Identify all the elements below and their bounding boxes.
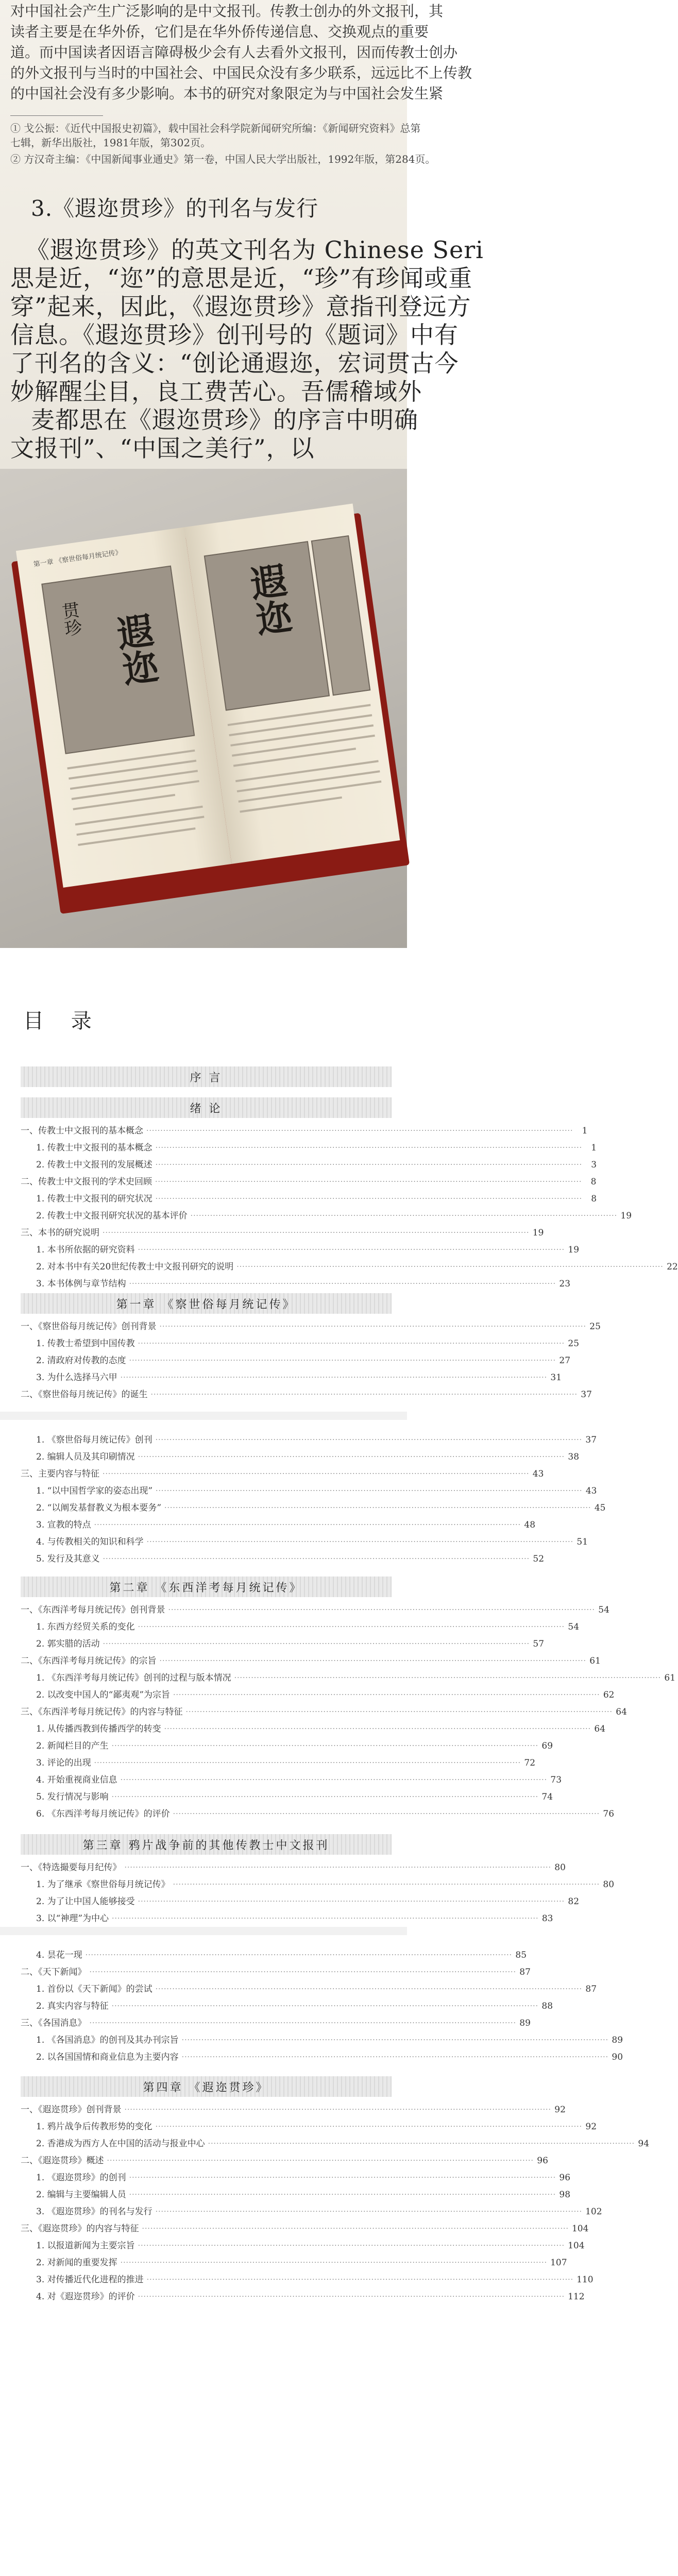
toc-entry-title: 1. 传教士中文报刊的研究状况: [36, 1194, 152, 1204]
toc-page-number: 80: [603, 1879, 615, 1890]
toc-leader-dots: [90, 1964, 516, 1980]
toc-entry-title: 3. 本书体例与章节结构: [36, 1279, 126, 1289]
toc-entry-title: 5. 发行及其意义: [36, 1554, 100, 1564]
plate-title: 遐迩: [109, 611, 162, 688]
newspaper-plate-left: [41, 566, 195, 754]
toc-entry: [36, 1276, 571, 1292]
toc-leader-dots: [156, 1432, 582, 1448]
toc-page-number: 83: [541, 1913, 553, 1924]
toc-entry: [36, 2272, 594, 2287]
toc-entry-title: 二、《察世俗每月统记传》的诞生: [21, 1389, 148, 1400]
toc-band-chapter-3: 第三章 鸦片战争前的其他传教士中文报刊: [21, 1834, 392, 1855]
toc-page-number: 23: [559, 1279, 571, 1289]
toc-entry-title: 4. 与传教相关的知识和科学: [36, 1537, 144, 1547]
toc-leader-dots: [156, 1157, 582, 1173]
toc-leader-dots: [121, 1772, 547, 1788]
toc-entry: [36, 1789, 553, 1805]
toc-page-number: 102: [585, 2207, 602, 2217]
toc-entry: [36, 2238, 585, 2253]
toc-title: 目 录: [23, 1009, 102, 1033]
toc-band-chapter-1: 第一章 《察世俗每月统记传》: [21, 1293, 392, 1314]
toc-page-number: 19: [568, 1245, 580, 1255]
toc-page-number: 54: [598, 1605, 609, 1615]
toc-page-number: 57: [533, 1639, 545, 1649]
toc-entry: [36, 2032, 623, 2048]
toc-leader-dots: [138, 1619, 565, 1635]
page-caption: 第一章 《察世俗每月统记传》: [32, 548, 123, 569]
body-line: 麦都思在《遐迩贯珍》的序言中明确: [31, 406, 418, 434]
toc-page-number: 22: [667, 1262, 678, 1272]
toc-page-number: 37: [585, 1435, 597, 1445]
toc-band-intro: 绪 论: [21, 1097, 392, 1118]
toc-band-chapter-4: 第四章 《遐迩贯珍》: [21, 2076, 392, 2097]
open-book-photo: [0, 469, 407, 948]
toc-leader-dots: [164, 1500, 591, 1516]
toc-entry: [21, 1653, 601, 1669]
toc-entry: [21, 2153, 548, 2168]
toc-entry-title: 二、《天下新闻》: [21, 1967, 87, 1977]
text-line: [239, 781, 382, 803]
toc-leader-dots: [236, 1259, 663, 1275]
text-line: [237, 770, 380, 792]
toc-page-number: 92: [554, 2105, 566, 2115]
toc-entry-title: 1. 鸦片战争后传教形势的变化: [36, 2122, 152, 2132]
toc-page-number: 92: [585, 2122, 597, 2132]
toc-entry: [36, 2255, 567, 2270]
toc-page-number: 51: [577, 1537, 588, 1547]
toc-leader-dots: [160, 1653, 586, 1669]
toc-leader-dots: [90, 2015, 516, 2031]
toc-leader-dots: [103, 1551, 530, 1567]
toc-page-number: 62: [603, 1690, 615, 1700]
toc-entry: [21, 1174, 597, 1190]
toc-page-number: 69: [541, 1741, 553, 1751]
plate-title: 贯珍: [57, 600, 83, 638]
toc-entry: [21, 1860, 566, 1875]
toc-entry: [36, 1157, 597, 1173]
text-line: [233, 748, 356, 767]
toc-leader-dots: [121, 2255, 547, 2270]
table-of-contents: [0, 948, 678, 2576]
toc-leader-dots: [103, 1466, 529, 1482]
toc-leader-dots: [156, 1981, 582, 1997]
toc-leader-dots: [112, 1789, 538, 1805]
toc-entry: [36, 1534, 588, 1550]
toc-leader-dots: [182, 2049, 608, 2065]
toc-leader-dots: [156, 2119, 582, 2134]
toc-leader-dots: [191, 1208, 617, 1224]
toc-leader-dots: [186, 1704, 613, 1720]
toc-page-number: 94: [638, 2139, 650, 2149]
toc-page-number: 1: [591, 1143, 597, 1153]
body-line: 文报刊”、“中国之美行”，以: [10, 434, 315, 462]
toc-page-number: 52: [533, 1554, 545, 1564]
toc-entry-title: 1. 东西方经贸关系的变化: [36, 1622, 135, 1632]
toc-entry-title: 1. 《遐迩贯珍》的创刊: [36, 2173, 126, 2183]
toc-entry-title: 2. 以各国国情和商业信息为主要内容: [36, 2052, 179, 2062]
toc-entry-title: 1. 本书所依据的研究资料: [36, 1245, 135, 1255]
toc-page-number: 8: [591, 1194, 597, 1204]
toc-leader-dots: [138, 1449, 565, 1465]
toc-entry: [21, 1225, 544, 1241]
toc-entry-title: 1. 《东西洋考每月统记传》创刊的过程与版本情况: [36, 1673, 231, 1683]
toc-entry: [36, 1517, 536, 1533]
toc-entry-title: 二、《遐迩贯珍》概述: [21, 2156, 104, 2166]
toc-entry-title: 2. “以阐发基督教义为根本要务”: [36, 1503, 162, 1513]
toc-entry: [21, 1602, 609, 1618]
toc-leader-dots: [160, 1319, 586, 1334]
toc-entry-title: 2. 对本书中有关20世纪传教士中文报刊研究的说明: [36, 1262, 234, 1272]
toc-entry: [21, 1319, 601, 1334]
toc-page-number: 61: [589, 1656, 601, 1666]
toc-page-number: 37: [581, 1389, 592, 1400]
toc-leader-dots: [94, 1517, 521, 1533]
toc-page-number: 38: [568, 1452, 580, 1462]
toc-entry-title: 二、《东西洋考每月统记传》的宗旨: [21, 1656, 157, 1666]
section-heading: 3.《遐迩贯珍》的刊名与发行: [31, 196, 319, 221]
toc-leader-dots: [138, 2238, 565, 2253]
toc-entry: [36, 1551, 545, 1567]
text-line: [72, 780, 199, 800]
toc-entry: [36, 1998, 553, 2014]
toc-entry-title: 二、传教士中文报刊的学术史回顾: [21, 1177, 152, 1187]
footnote-divider: [10, 115, 103, 116]
toc-entry: [36, 1877, 615, 1892]
toc-entry-title: 2. 以改变中国人的“鄙夷观”为宗旨: [36, 1690, 171, 1700]
toc-entry: [36, 1636, 545, 1652]
toc-page-number: 88: [541, 2001, 553, 2011]
toc-entry: [36, 2119, 597, 2134]
toc-entry-title: 三、《遐迩贯珍》的内容与特征: [21, 2224, 139, 2234]
toc-entry-title: 一、《东西洋考每月统记传》创刊背景: [21, 1605, 165, 1615]
section-gap: [0, 1412, 407, 1420]
toc-entry: [36, 2170, 571, 2185]
toc-leader-dots: [138, 2289, 565, 2304]
toc-entry-title: 三、主要内容与特征: [21, 1469, 99, 1479]
toc-leader-dots: [234, 1670, 661, 1686]
toc-entry-title: 2. 新闻栏目的产生: [36, 1741, 109, 1751]
toc-leader-dots: [129, 1353, 556, 1368]
toc-entry: [36, 1687, 615, 1703]
toc-page-number: 8: [590, 1177, 597, 1187]
text-line: [70, 770, 198, 790]
toc-leader-dots: [112, 1911, 538, 1926]
toc-leader-dots: [125, 2102, 551, 2117]
toc-leader-dots: [168, 1602, 595, 1618]
toc-entry-title: 3. 《遐迩贯珍》的刊名与发行: [36, 2207, 152, 2217]
toc-entry: [36, 2204, 602, 2219]
toc-leader-dots: [112, 1738, 538, 1754]
text-line: [229, 714, 372, 736]
toc-entry: [21, 1123, 588, 1139]
text-line: [67, 750, 195, 770]
toc-page-number: 27: [559, 1355, 571, 1366]
toc-leader-dots: [173, 1806, 600, 1822]
toc-entry-title: 1. 首份以《天下新闻》的尝试: [36, 1984, 152, 1994]
toc-entry: [36, 1483, 597, 1499]
toc-leader-dots: [94, 1755, 521, 1771]
toc-entry-title: 1. 为了继承《察世俗每月统记传》: [36, 1879, 170, 1890]
footnote: 七辑，新华出版社，1981年版，第302页。: [10, 137, 211, 149]
toc-entry-title: 2. 传教士中文报刊研究状况的基本评价: [36, 1211, 188, 1221]
toc-entry: [36, 1140, 597, 1156]
text-line: [76, 816, 204, 836]
toc-entry: [36, 1772, 562, 1788]
toc-page-number: 45: [594, 1503, 606, 1513]
toc-entry-title: 3. 宣教的特点: [36, 1520, 91, 1530]
text-line: [230, 724, 374, 747]
book-text-closeup: [0, 0, 484, 469]
toc-page-number: 96: [537, 2156, 548, 2166]
toc-entry: [21, 1704, 627, 1720]
toc-page-number: 90: [612, 2052, 623, 2062]
toc-entry: [36, 1500, 606, 1516]
toc-entry: [21, 1466, 544, 1482]
footnote: ② 方汉奇主编：《中国新闻事业通史》第一卷，中国人民大学出版社，1992年版，第284页。: [10, 153, 436, 165]
toc-entry: [36, 1259, 678, 1275]
toc-entry-title: 4. 昙花一现: [36, 1950, 82, 1960]
toc-entry-title: 1. 从传播西教到传播西学的转变: [36, 1724, 161, 1734]
toc-leader-dots: [129, 1276, 556, 1292]
toc-page-number: 74: [541, 1792, 553, 1802]
toc-page-number: 25: [589, 1321, 601, 1332]
toc-leader-dots: [103, 1225, 529, 1241]
toc-entry-title: 1. 《各国消息》的创刊及其办刊宗旨: [36, 2035, 179, 2045]
toc-page-number: 19: [620, 1211, 632, 1221]
toc-leader-dots: [107, 2153, 534, 2168]
toc-entry: [36, 1806, 615, 1822]
toc-page-number: 61: [664, 1673, 676, 1683]
excerpt-line: 读者主要是在华外侨，它们是在华外侨传递信息、交换观点的重要: [10, 23, 429, 40]
body-line: 思是近，“迩”的意思是近，“珍”有珍闻或重: [10, 264, 473, 292]
toc-entry-title: 2. 郭实腊的活动: [36, 1639, 100, 1649]
toc-page-number: 82: [568, 1896, 580, 1907]
toc-entry-title: 1. 传教士中文报刊的基本概念: [36, 1143, 152, 1153]
toc-leader-dots: [138, 1336, 565, 1351]
toc-entry-title: 2. 香港成为西方人在中国的活动与报业中心: [36, 2139, 205, 2149]
toc-page-number: 110: [577, 2275, 594, 2285]
toc-leader-dots: [182, 2032, 608, 2048]
toc-leader-dots: [156, 1191, 582, 1207]
toc-entry: [36, 2049, 623, 2065]
toc-page-number: 96: [559, 2173, 571, 2183]
body-line: 信息。《遐迩贯珍》创刊号的《题词》中有: [10, 321, 459, 349]
toc-entry-title: 2. 真实内容与特征: [36, 2001, 109, 2011]
toc-entry: [36, 1353, 571, 1368]
toc-leader-dots: [86, 1947, 512, 1963]
toc-page-number: 85: [515, 1950, 527, 1960]
toc-entry: [36, 1947, 527, 1963]
toc-band-preface: 序 言: [21, 1066, 392, 1087]
toc-entry: [36, 2136, 650, 2151]
toc-leader-dots: [112, 1998, 538, 2014]
toc-entry: [21, 2221, 589, 2236]
toc-entry-title: 2. 传教士中文报刊的发展概述: [36, 1160, 152, 1170]
toc-page-number: 64: [616, 1707, 627, 1717]
toc-entry-title: 三、《东西洋考每月统记传》的内容与特征: [21, 1707, 183, 1717]
toc-entry-title: 三、《各国消息》: [21, 2018, 87, 2028]
toc-entry-title: 1. 以报道新闻为主要宗旨: [36, 2241, 135, 2251]
toc-leader-dots: [173, 1877, 600, 1892]
toc-page-number: 25: [568, 1338, 580, 1349]
toc-page-number: 1: [582, 1126, 588, 1136]
toc-entry: [21, 2102, 566, 2117]
toc-page-number: 73: [550, 1775, 562, 1785]
toc-entry: [36, 1981, 597, 1997]
toc-leader-dots: [147, 2272, 573, 2287]
toc-page-number: 54: [568, 1622, 580, 1632]
toc-entry: [36, 2187, 571, 2202]
toc-entry: [36, 1370, 562, 1385]
section-gap: [0, 1927, 407, 1935]
toc-leader-dots: [147, 1534, 573, 1550]
excerpt-line: 的中国社会没有多少影响。本书的研究对象限定为与中国社会发生紧: [10, 85, 444, 102]
toc-leader-dots: [146, 1123, 573, 1139]
toc-leader-dots: [103, 1636, 530, 1652]
toc-entry-title: 3. 评论的出现: [36, 1758, 91, 1768]
toc-page-number: 87: [519, 1967, 531, 1977]
toc-entry: [21, 1387, 592, 1402]
toc-page-number: 72: [524, 1758, 536, 1768]
body-line: 妙解醒尘目，良工费苦心。吾儒稽域外: [10, 378, 422, 405]
toc-entry: [36, 1755, 536, 1771]
excerpt-line: 对中国社会产生广泛影响的是中文报刊。传教士创办的外文报刊，其: [10, 3, 444, 20]
toc-page-number: 104: [571, 2224, 589, 2234]
toc-entry: [21, 1964, 531, 1980]
toc-entry: [36, 1449, 580, 1465]
text-line: [232, 735, 375, 757]
toc-leader-dots: [156, 1140, 582, 1156]
toc-entry-title: 2. 编辑与主要编辑人员: [36, 2190, 126, 2200]
text-line: [69, 759, 196, 779]
toc-entry: [36, 1894, 580, 1909]
toc-entry-title: 3. 对传播近代化进程的推进: [36, 2275, 144, 2285]
toc-entry-title: 2. 清政府对传教的态度: [36, 1355, 126, 1366]
toc-band-chapter-2: 第二章 《东西洋考每月统记传》: [21, 1577, 392, 1597]
toc-entry-title: 三、本书的研究说明: [21, 1228, 99, 1238]
toc-entry-title: 4. 开始重视商业信息: [36, 1775, 117, 1785]
toc-entry-title: 2. 为了让中国人能够接受: [36, 1896, 135, 1907]
toc-leader-dots: [208, 2136, 635, 2151]
toc-page-number: 80: [554, 1862, 566, 1873]
toc-entry-title: 一、《特选撮要每月纪传》: [21, 1862, 122, 1873]
toc-leader-dots: [138, 1894, 565, 1909]
toc-entry-title: 2. 对新闻的重要发挥: [36, 2258, 117, 2268]
toc-page-number: 76: [603, 1809, 615, 1819]
toc-page-number: 104: [568, 2241, 585, 2251]
newspaper-plate-right: [204, 541, 330, 710]
toc-entry-title: 4. 对《遐迩贯珍》的评价: [36, 2292, 135, 2302]
toc-page-number: 64: [594, 1724, 606, 1734]
toc-leader-dots: [129, 2187, 556, 2202]
toc-entry-title: 3. 以“神理”为中心: [36, 1913, 109, 1924]
toc-entry: [21, 2015, 531, 2031]
toc-entry-title: 3. 为什么选择马六甲: [36, 1372, 117, 1383]
toc-entry: [36, 1911, 553, 1926]
footnote: ① 戈公振：《近代中国报史初篇》，载中国社会科学院新闻研究所编：《新闻研究资料》总第: [10, 122, 421, 134]
toc-entry-title: 一、《察世俗每月统记传》创刊背景: [21, 1321, 157, 1332]
toc-page-number: 19: [532, 1228, 544, 1238]
text-line: [78, 827, 195, 846]
plate-title: 遐迩: [242, 561, 295, 638]
toc-leader-dots: [164, 1721, 591, 1737]
toc-leader-dots: [121, 1370, 547, 1385]
toc-leader-dots: [138, 1242, 565, 1258]
toc-entry: [36, 1721, 606, 1737]
toc-leader-dots: [125, 1860, 551, 1875]
toc-entry: [36, 2289, 585, 2304]
toc-leader-dots: [173, 1687, 600, 1703]
toc-page-number: 107: [550, 2258, 567, 2268]
toc-entry: [36, 1432, 597, 1448]
toc-leader-dots: [156, 1483, 582, 1499]
toc-entry: [36, 1619, 580, 1635]
body-line: 《遐迩贯珍》的英文刊名为 Chinese Seri: [26, 236, 484, 264]
toc-page-number: 112: [568, 2292, 585, 2302]
toc-page-number: 43: [532, 1469, 544, 1479]
toc-entry-title: 6. 《东西洋考每月统记传》的评价: [36, 1809, 170, 1819]
body-line: 了刊名的含义：“创论通遐迩，宏词贯古今: [10, 349, 459, 377]
toc-entry-title: 一、传教士中文报刊的基本概念: [21, 1126, 143, 1136]
excerpt-line: 的外文报刊与当时的中国社会、中国民众没有多少联系，远远比不上传教: [10, 64, 472, 81]
toc-entry-title: 1. 《察世俗每月统记传》创刊: [36, 1435, 152, 1445]
toc-leader-dots: [142, 2221, 569, 2236]
toc-leader-dots: [129, 2170, 556, 2185]
toc-entry: [36, 1738, 553, 1754]
toc-entry-title: 2. 编辑人员及其印刷情况: [36, 1452, 135, 1462]
toc-leader-dots: [151, 1387, 578, 1402]
toc-entry: [36, 1208, 632, 1224]
toc-leader-dots: [156, 2204, 582, 2219]
excerpt-line: 道。而中国读者因语言障碍极少会有人去看外文报刊，因而传教士创办: [10, 44, 458, 61]
toc-page-number: 89: [612, 2035, 623, 2045]
toc-leader-dots: [155, 1174, 582, 1190]
toc-page-number: 87: [585, 1984, 597, 1994]
toc-page-number: 31: [550, 1372, 562, 1383]
toc-entry-title: 5. 发行情况与影响: [36, 1792, 109, 1802]
text-line: [75, 806, 203, 826]
toc-page-number: 89: [519, 2018, 531, 2028]
toc-page-number: 43: [585, 1486, 597, 1496]
body-line: 穿”起来，因此，《遐迩贯珍》意指刊登远方: [10, 293, 471, 320]
toc-page-number: 98: [559, 2190, 571, 2200]
toc-entry-title: 一、《遐迩贯珍》创刊背景: [21, 2105, 122, 2115]
toc-page-number: 3: [591, 1160, 597, 1170]
toc-entry: [36, 1191, 597, 1207]
open-book: [15, 498, 402, 903]
toc-entry-title: 1. 传教士希望到中国传教: [36, 1338, 135, 1349]
toc-page-number: 48: [524, 1520, 536, 1530]
toc-entry-title: 1. “以中国哲学家的姿态出现”: [36, 1486, 153, 1496]
toc-entry: [36, 1242, 580, 1258]
toc-entry: [36, 1336, 580, 1351]
toc-entry: [36, 1670, 676, 1686]
